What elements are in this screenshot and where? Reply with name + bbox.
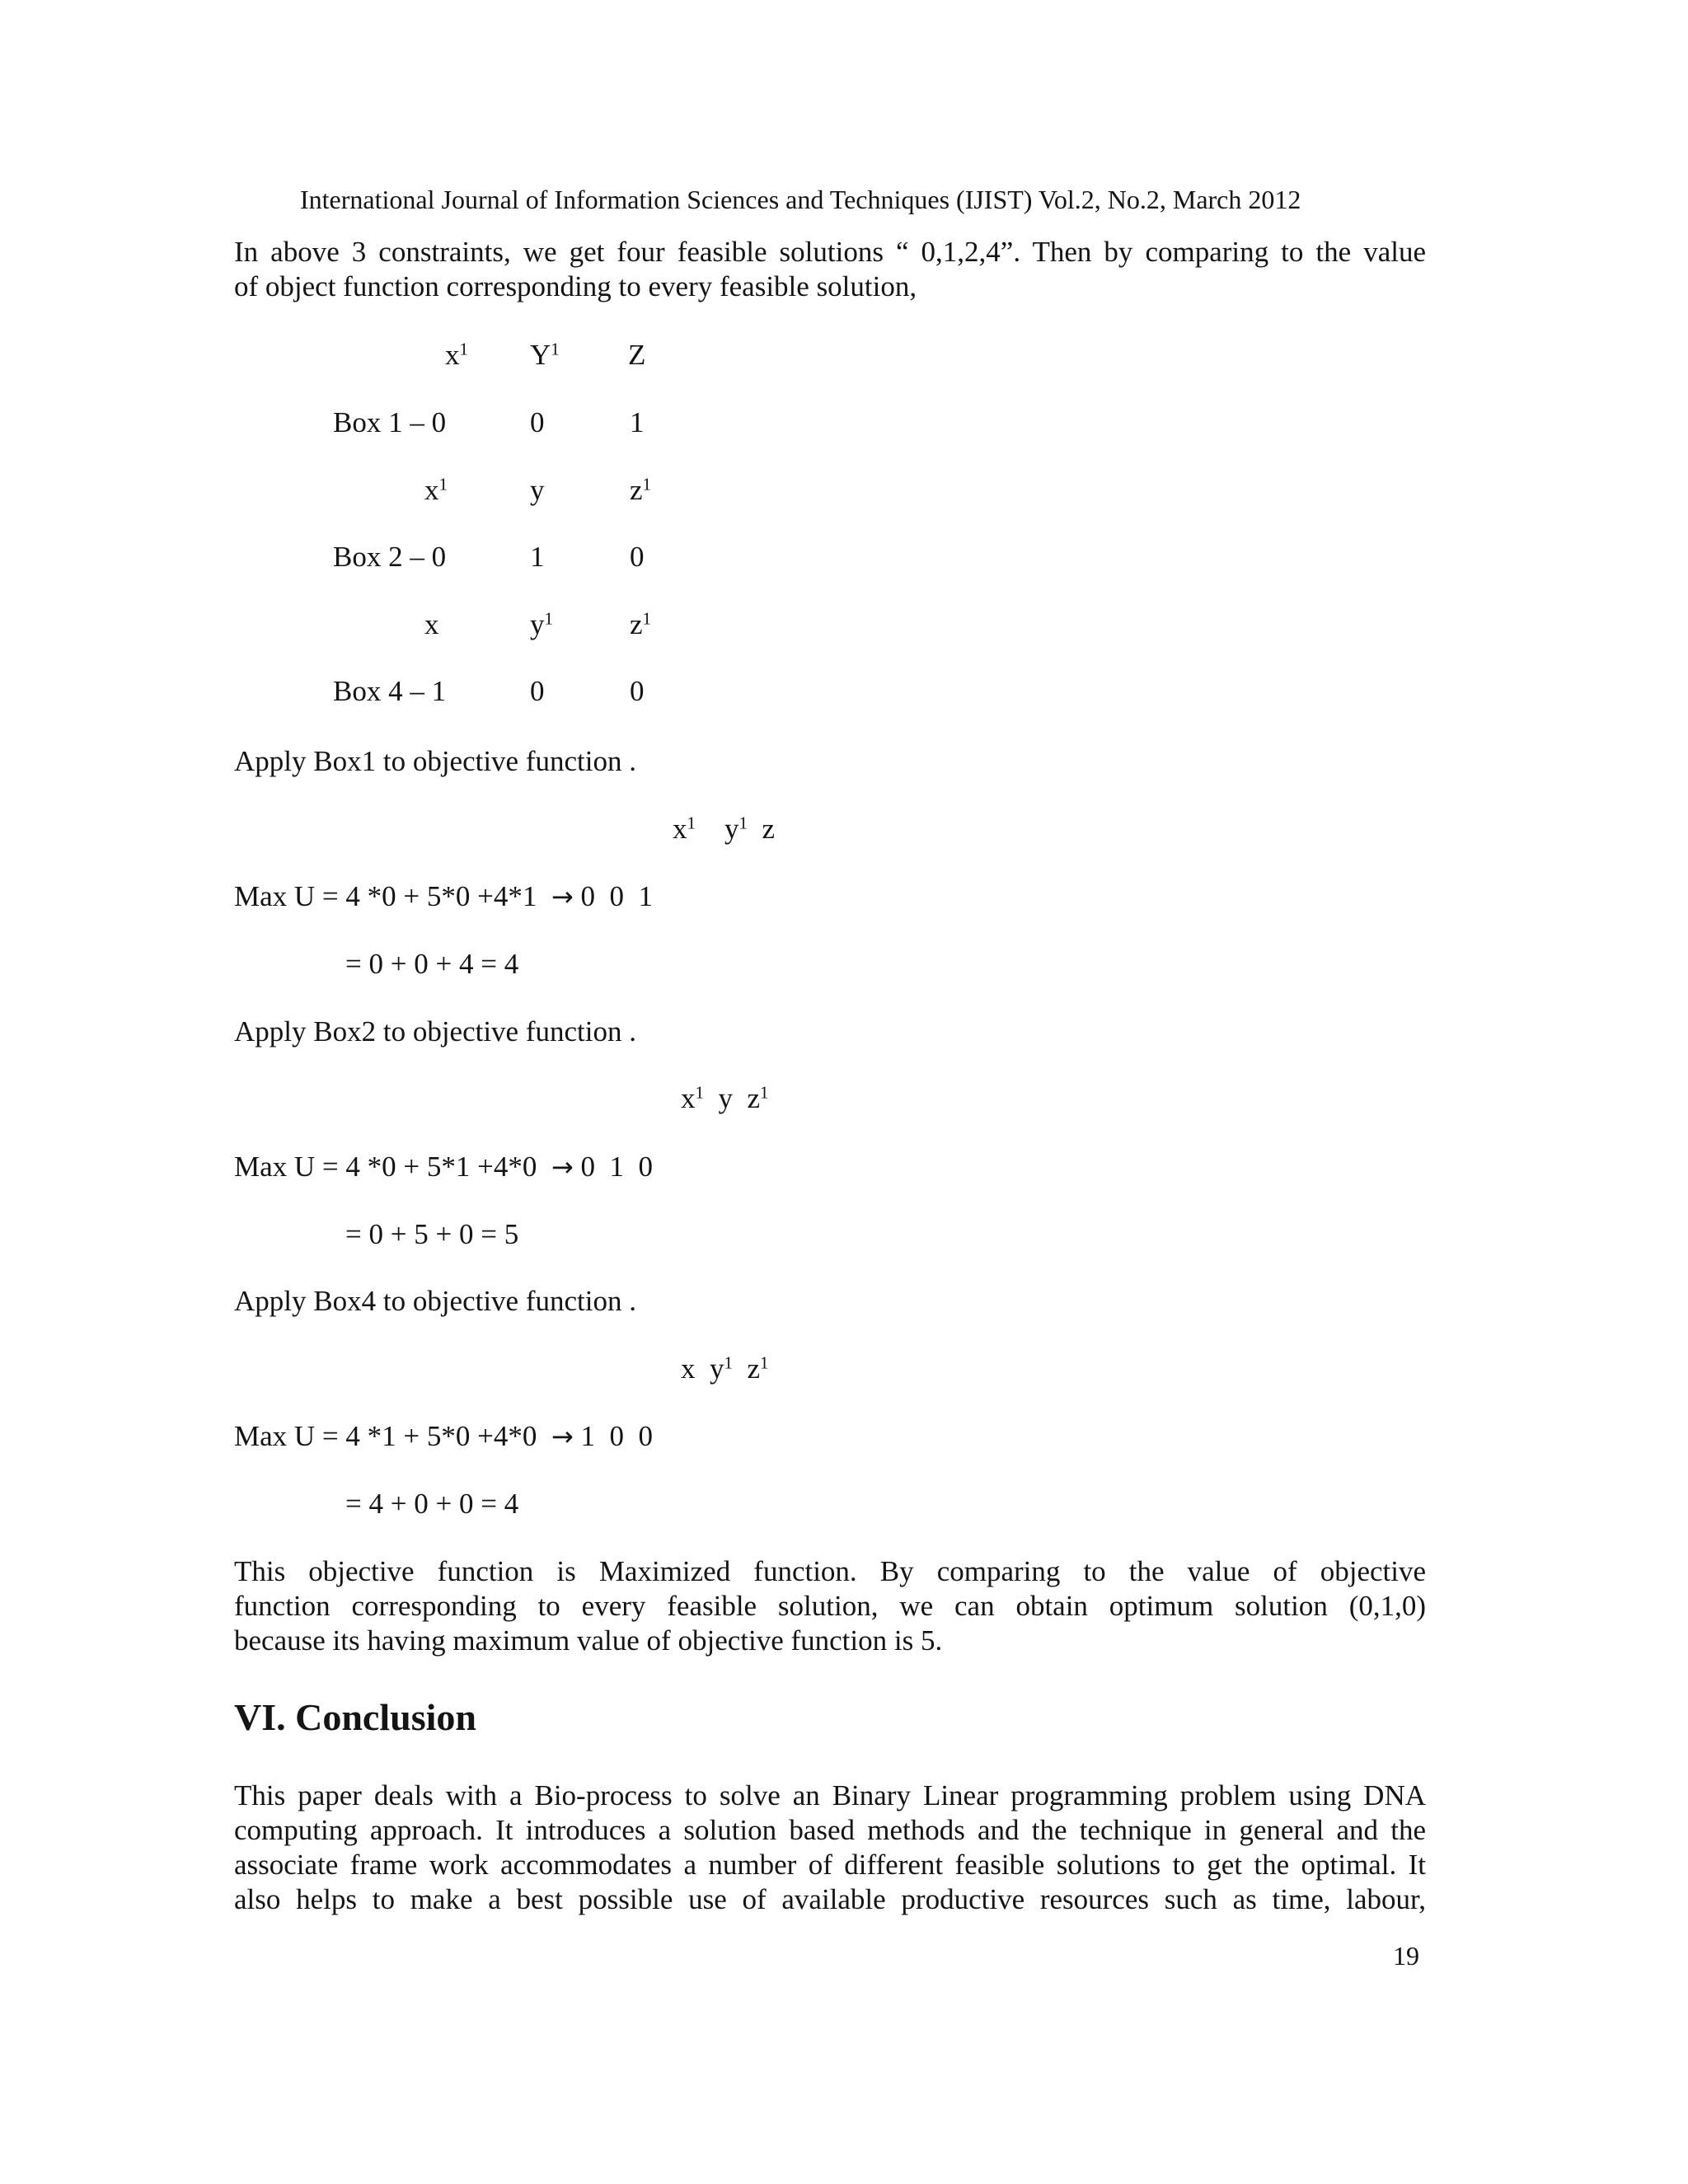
box1-value-y: 0 <box>530 406 545 438</box>
objective-equation: Max U = 4 *0 + 5*1 +4*0 → 0 1 0 <box>234 1151 653 1183</box>
summary-line: function corresponding to every feasible solution, we can obtain optimum solution (0,1,0) <box>234 1590 1426 1622</box>
arrow-icon: → <box>551 1151 574 1183</box>
conclusion-line: associate frame work accommodates a number of different feasible solutions to get the optimal. It <box>234 1849 1426 1881</box>
intro-paragraph <box>234 235 1426 304</box>
conclusion-line: also helps to make a best possible use of available productive resources such as time, labour, <box>234 1883 1426 1915</box>
objective-sum: = 0 + 0 + 4 = 4 <box>345 948 519 980</box>
apply-heading: Apply Box1 to objective function . <box>234 745 636 777</box>
box2-var-x: $x^1$ <box>424 474 448 506</box>
box4-value-y: 0 <box>530 675 545 707</box>
objective-sum: = 4 + 0 + 0 = 4 <box>345 1488 519 1520</box>
box4-var-z: $z^1$ <box>630 608 652 640</box>
box4-var-x: x <box>424 608 439 640</box>
objective-equation: Max U = 4 *0 + 5*0 +4*1 → 0 0 1 <box>234 880 653 912</box>
summary-line: This objective function is Maximized function. By comparing to the value of objective <box>234 1555 1426 1587</box>
apply-var-header: x $y^1$ $z^1$ <box>681 1352 769 1385</box>
apply-var-header: $x^1$ $y^1$ z <box>673 813 776 845</box>
section-heading: VI. Conclusion <box>234 1696 476 1738</box>
arrow-icon: → <box>551 881 574 912</box>
box2-label: Box 2 – 0 <box>333 541 447 573</box>
page-number: 19 <box>1393 1941 1419 1971</box>
box2-value-y: 1 <box>530 541 545 573</box>
box2-value-z: 0 <box>630 541 645 573</box>
summary-line: because its having maximum value of objective function is 5. <box>234 1624 943 1657</box>
apply-heading: Apply Box2 to objective function . <box>234 1015 636 1047</box>
box4-var-y: $y^1$ <box>530 608 553 640</box>
box4-label: Box 4 – 1 <box>333 675 447 707</box>
objective-equation: Max U = 4 *1 + 5*0 +4*0 → 1 0 0 <box>234 1420 653 1452</box>
objective-sum: = 0 + 5 + 0 = 5 <box>345 1218 519 1250</box>
running-header: International Journal of Information Sciences and Techniques (IJIST) Vol.2, No.2, March 2012 <box>300 185 1301 214</box>
box1-var-z: Z <box>628 339 646 371</box>
box1-var-y: $Y^1$ <box>530 339 560 371</box>
conclusion-paragraph <box>234 1779 1426 1917</box>
box1-value-z: 1 <box>630 406 645 438</box>
conclusion-line: computing approach. It introduces a solution based methods and the technique in general and the <box>234 1814 1426 1846</box>
box1-var-x: $x^1$ <box>445 339 468 371</box>
intro-line: In above 3 constraints, we get four feasible solutions “ 0,1,2,4”. Then by comparing to the value <box>234 236 1426 268</box>
summary-paragraph <box>234 1554 1426 1658</box>
conclusion-line: This paper deals with a Bio-process to solve an Binary Linear programming problem using DNA <box>234 1779 1426 1811</box>
box2-var-y: y <box>530 474 545 506</box>
intro-line: of object function corresponding to every feasible solution, <box>234 270 917 302</box>
apply-heading: Apply Box4 to objective function . <box>234 1285 636 1317</box>
box2-var-z: $z^1$ <box>630 474 652 506</box>
arrow-icon: → <box>551 1421 574 1452</box>
apply-var-header: $x^1$ y $z^1$ <box>681 1082 769 1114</box>
box4-value-z: 0 <box>630 675 645 707</box>
box1-label: Box 1 – 0 <box>333 406 447 438</box>
